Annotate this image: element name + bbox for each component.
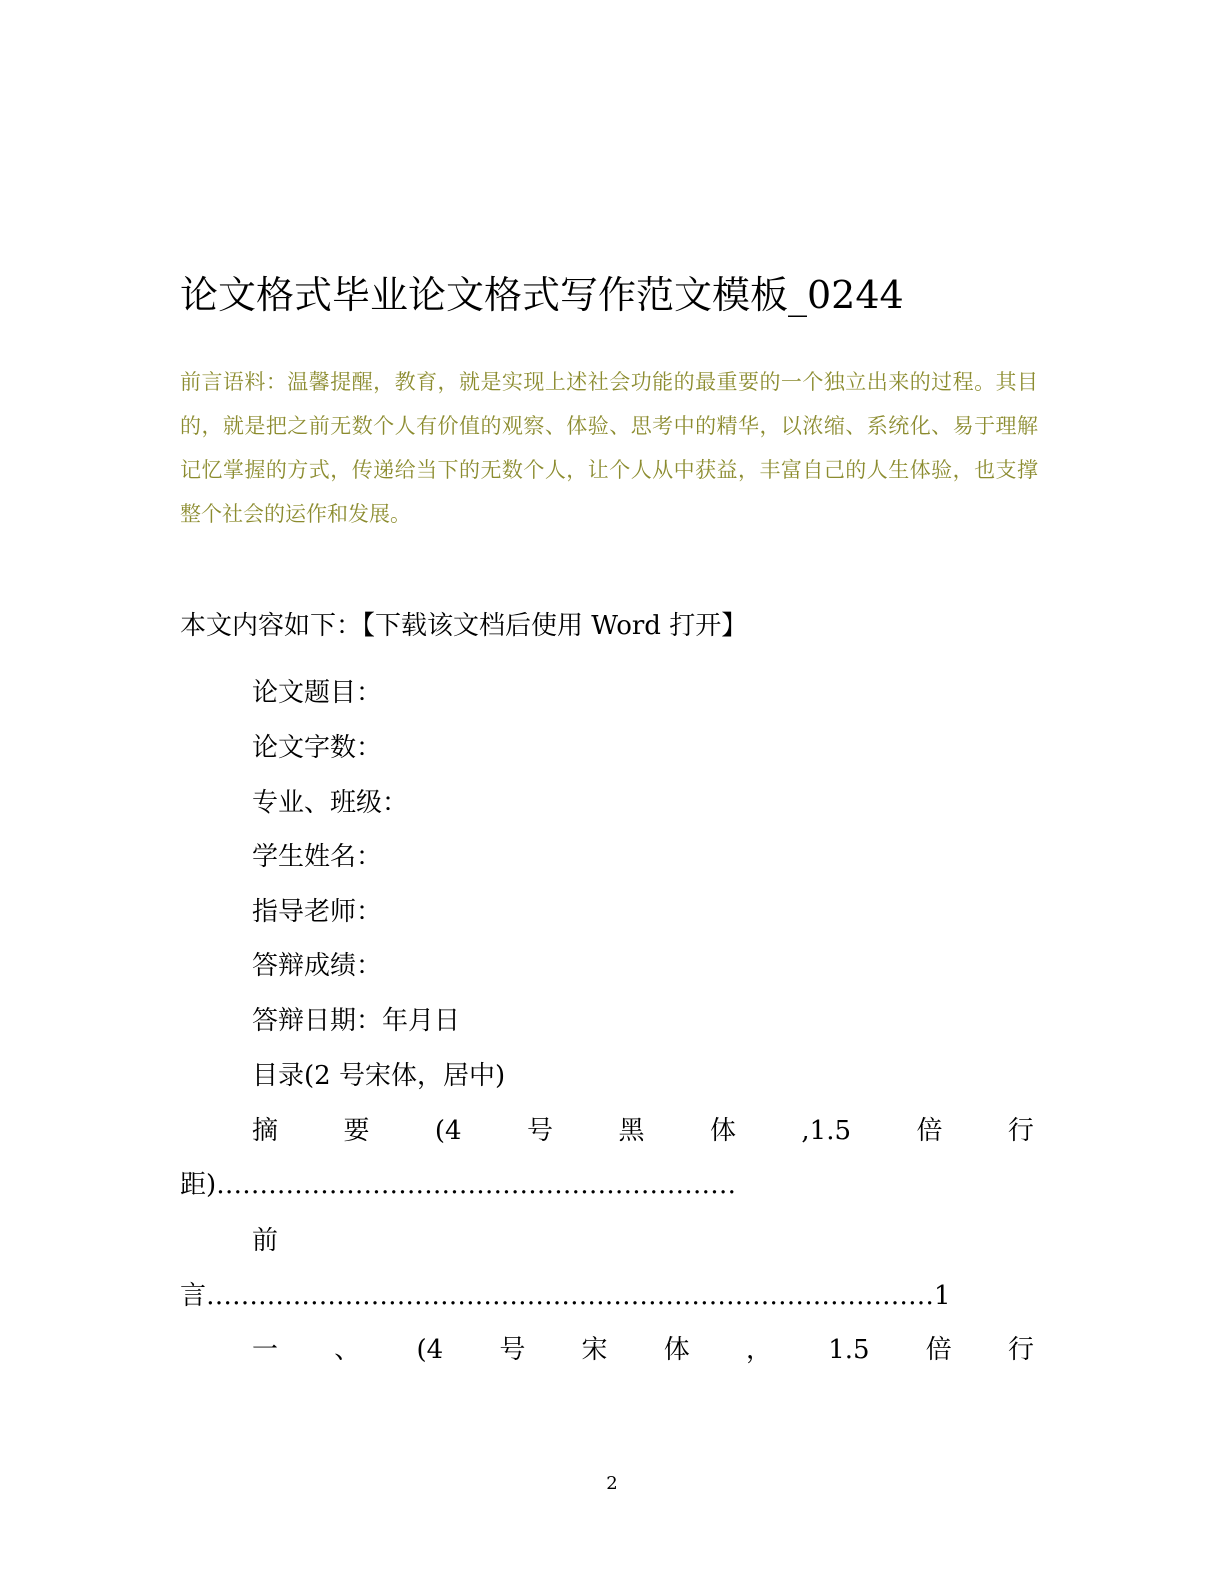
toc-preface-label: 前 [252,1226,279,1256]
toc-token: 宋 [581,1335,608,1365]
toc-token: (4 [434,1116,462,1146]
page-number: 2 [606,1473,618,1494]
field-word-count: 论文字数： [252,733,383,763]
toc-token: 倍 [925,1335,952,1365]
toc-token: ， [745,1335,772,1365]
toc-chapter-line [252,1330,1034,1370]
toc-token: 行 [1007,1116,1034,1146]
toc-token: ,1.5 [801,1116,852,1146]
field-advisor: 指导老师： [252,897,383,927]
toc-token: 要 [343,1116,370,1146]
toc-token: 黑 [618,1116,645,1146]
field-defense-date: 答辩日期：年月日 [252,1006,461,1036]
intro-line: 本文内容如下：【下载该文档后使用 Word 打开】 [180,611,748,641]
toc-token: 行 [1007,1335,1034,1365]
field-defense-grade: 答辩成绩： [252,951,383,981]
field-topic: 论文题目： [252,678,383,708]
field-major-class: 专业、班级： [252,788,409,818]
document-title: 论文格式毕业论文格式写作范文模板_0244 [180,273,904,317]
toc-preface-continuation: 言…………………………………………………………………………1 [180,1281,951,1311]
toc-abstract-continuation: 距)…………………………………………………… [180,1170,737,1200]
preface-paragraph: 前言语料：温馨提醒，教育，就是实现上述社会功能的最重要的一个独立出来的过程。其目的，就是把之前无数个人有价值的观察、体验、思考中的精华，以浓缩、系统化、易于理解记忆掌握的方式，传递给当下的无数个人，让个人从中获益，丰富自己的人生体验，也支撑整个社会的运作和发展。 [180,370,1038,526]
toc-token: 1.5 [828,1335,870,1365]
toc-token: 倍 [916,1116,943,1146]
toc-token: 体 [709,1116,736,1146]
toc-token: 体 [663,1335,690,1365]
toc-token: (4 [416,1335,444,1365]
toc-heading: 目录(2 号宋体，居中) [252,1061,506,1091]
toc-abstract-line [252,1111,1034,1151]
field-student-name: 学生姓名： [252,842,383,872]
toc-token: 号 [499,1335,526,1365]
toc-token: 号 [527,1116,554,1146]
toc-token: 、 [334,1335,361,1365]
toc-token: 一 [252,1335,279,1365]
toc-token: 摘 [252,1116,279,1146]
